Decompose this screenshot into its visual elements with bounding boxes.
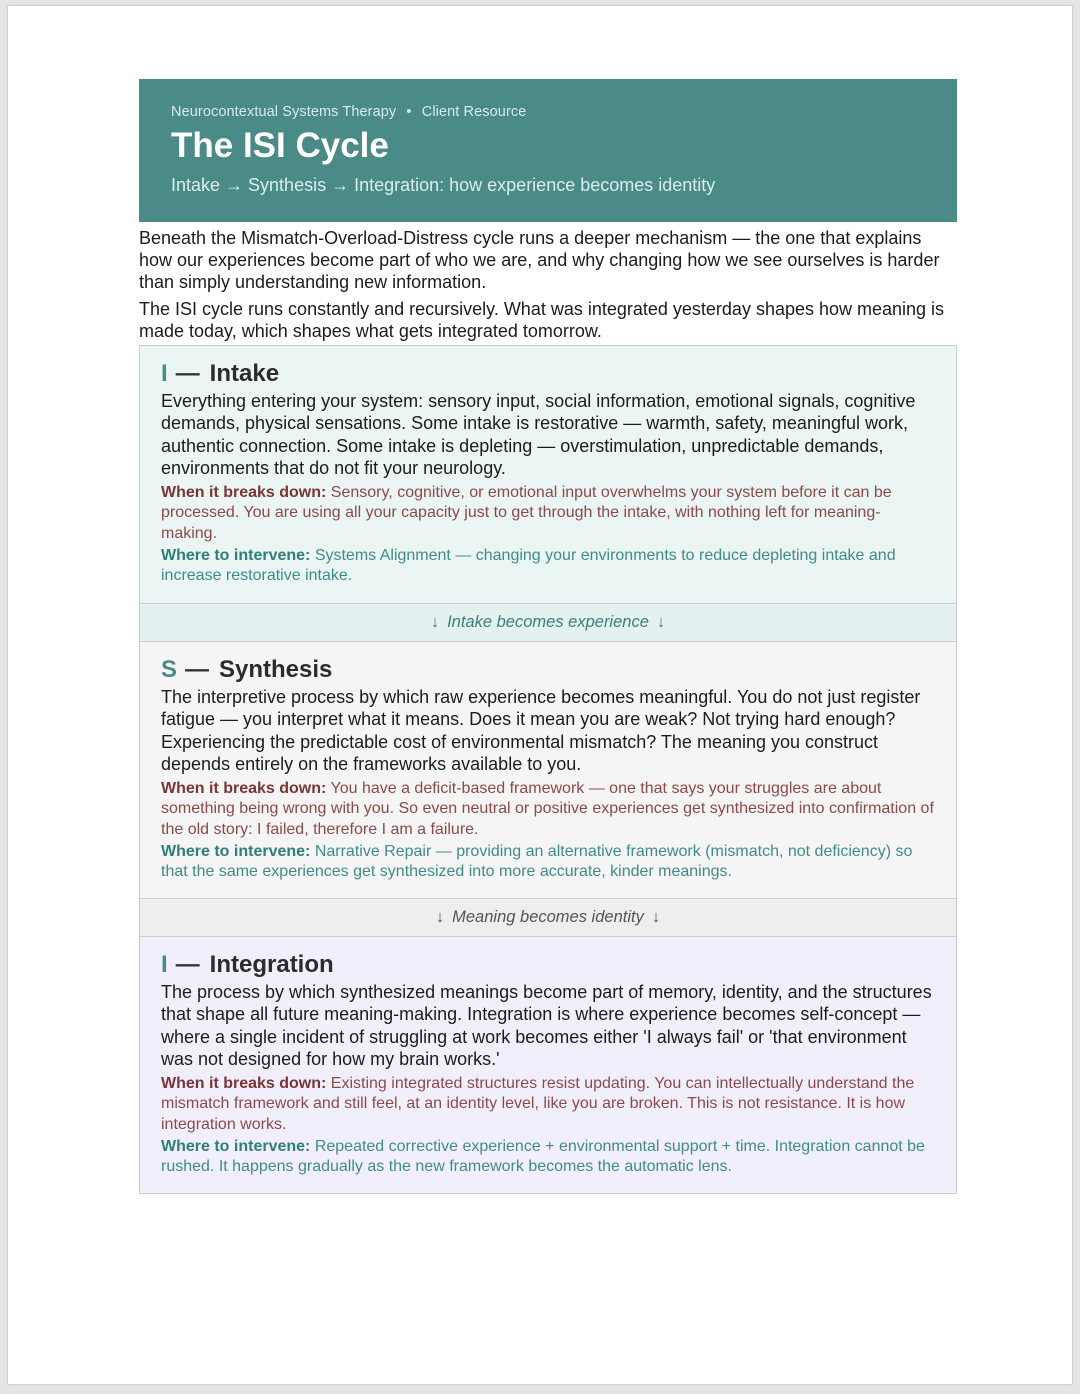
document-page [8,6,1072,1384]
breaks-down-text: You have a deficit-based framework — one that says your struggles are about something being wrong with you. So even neutral or positive experiences get synthesized into confirmation of the old story: I failed, therefore I am a failure. [161,780,934,838]
stage-intake [139,345,957,604]
page-title: The ISI Cycle [171,126,389,165]
intro-section [139,222,957,342]
intervene-note [161,1137,936,1178]
down-arrow-icon: ↓ [435,908,445,926]
intervene-label: Where to intervene: [161,1138,311,1156]
stage-dash: — [175,951,200,978]
stage-letter: I [161,951,168,978]
breaks-down-text: Existing integrated structures resist updating. You can intellectually understand the mismatch framework and still feel, at an identity level, like you are broken. This is not resistance. It is how integration works. [161,1075,915,1133]
resource-type: Client Resource [421,104,527,120]
stage-synthesis [139,641,957,899]
stage-heading [161,360,936,388]
stage-description: The process by which synthesized meanings become part of memory, identity, and the structures that shape all future meaning-making. Integration is where experience becomes self-concept — where a single incident of struggling at work becomes either 'I always fail' or 'that environment was not designed for how my brain works.' [161,982,932,1069]
stage-heading [161,656,936,684]
document-content [139,79,957,1194]
breaks-down-note [161,483,936,544]
kicker-separator: • [406,104,412,120]
breaks-down-note [161,1074,936,1135]
breaks-down-label: When it breaks down: [161,1075,327,1093]
stage-connector [139,604,957,641]
stage-description: The interpretive process by which raw experience becomes meaningful. You do not just register fatigue — you interpret what it means. Does it mean you are weak? Not trying hard enough? Experiencing the predictable cost of environmental mismatch? The meaning you construct depends entirely on the frameworks available to you. [161,687,921,774]
organization-name: Neurocontextual Systems Therapy [171,104,397,120]
connector-text: Intake becomes experience [447,613,649,631]
stage-dash: — [185,656,210,683]
stage-letter: I [161,360,168,387]
breaks-down-note [161,779,936,840]
stage-description: Everything entering your system: sensory input, social information, emotional signals, cognitive demands, physical sensations. Some intake is restorative — warmth, safety, meaningful work, authentic connection. Some intake is depleting — overstimulation, unpredictable demands, environments that do not fit your neurology. [161,391,916,478]
down-arrow-icon: ↓ [430,613,440,631]
stage-heading [161,951,936,979]
stage-connector [139,899,957,936]
intervene-label: Where to intervene: [161,547,311,565]
down-arrow-icon: ↓ [651,908,661,926]
stage-dash: — [175,360,200,387]
page-subtitle: Intake → Synthesis → Integration: how experience becomes identity [171,175,716,195]
stage-name: Integration [209,951,334,978]
header-kicker [171,104,925,120]
stage-integration [139,936,957,1194]
breaks-down-label: When it breaks down: [161,780,327,798]
intervene-text: Systems Alignment — changing your environments to reduce depleting intake and increase restorative intake. [161,547,896,585]
intervene-note [161,546,936,587]
stage-name: Intake [209,360,280,387]
intro-paragraph: The ISI cycle runs constantly and recursively. What was integrated yesterday shapes how meaning is made today, which shapes what gets integrated tomorrow. [139,299,945,341]
intervene-text: Narrative Repair — providing an alternative framework (mismatch, not deficiency) so that the same experiences get synthesized into more accurate, kinder meanings. [161,843,913,881]
stage-letter: S [161,656,178,683]
down-arrow-icon: ↓ [656,613,666,631]
header-banner [139,79,957,222]
stage-name: Synthesis [219,656,333,683]
connector-text: Meaning becomes identity [452,908,644,926]
intro-paragraph: Beneath the Mismatch-Overload-Distress cycle runs a deeper mechanism — the one that explains how our experiences become part of who we are, and why changing how we see ourselves is harder than simply understanding new information. [139,228,940,292]
breaks-down-label: When it breaks down: [161,484,327,502]
intervene-text: Repeated corrective experience + environmental support + time. Integration cannot be rushed. It happens gradually as the new framework becomes the automatic lens. [161,1138,925,1176]
intervene-note [161,842,936,883]
intervene-label: Where to intervene: [161,843,311,861]
breaks-down-text: Sensory, cognitive, or emotional input overwhelms your system before it can be processed. You are using all your capacity just to get through the intake, with nothing left for meaning-making. [161,484,892,542]
